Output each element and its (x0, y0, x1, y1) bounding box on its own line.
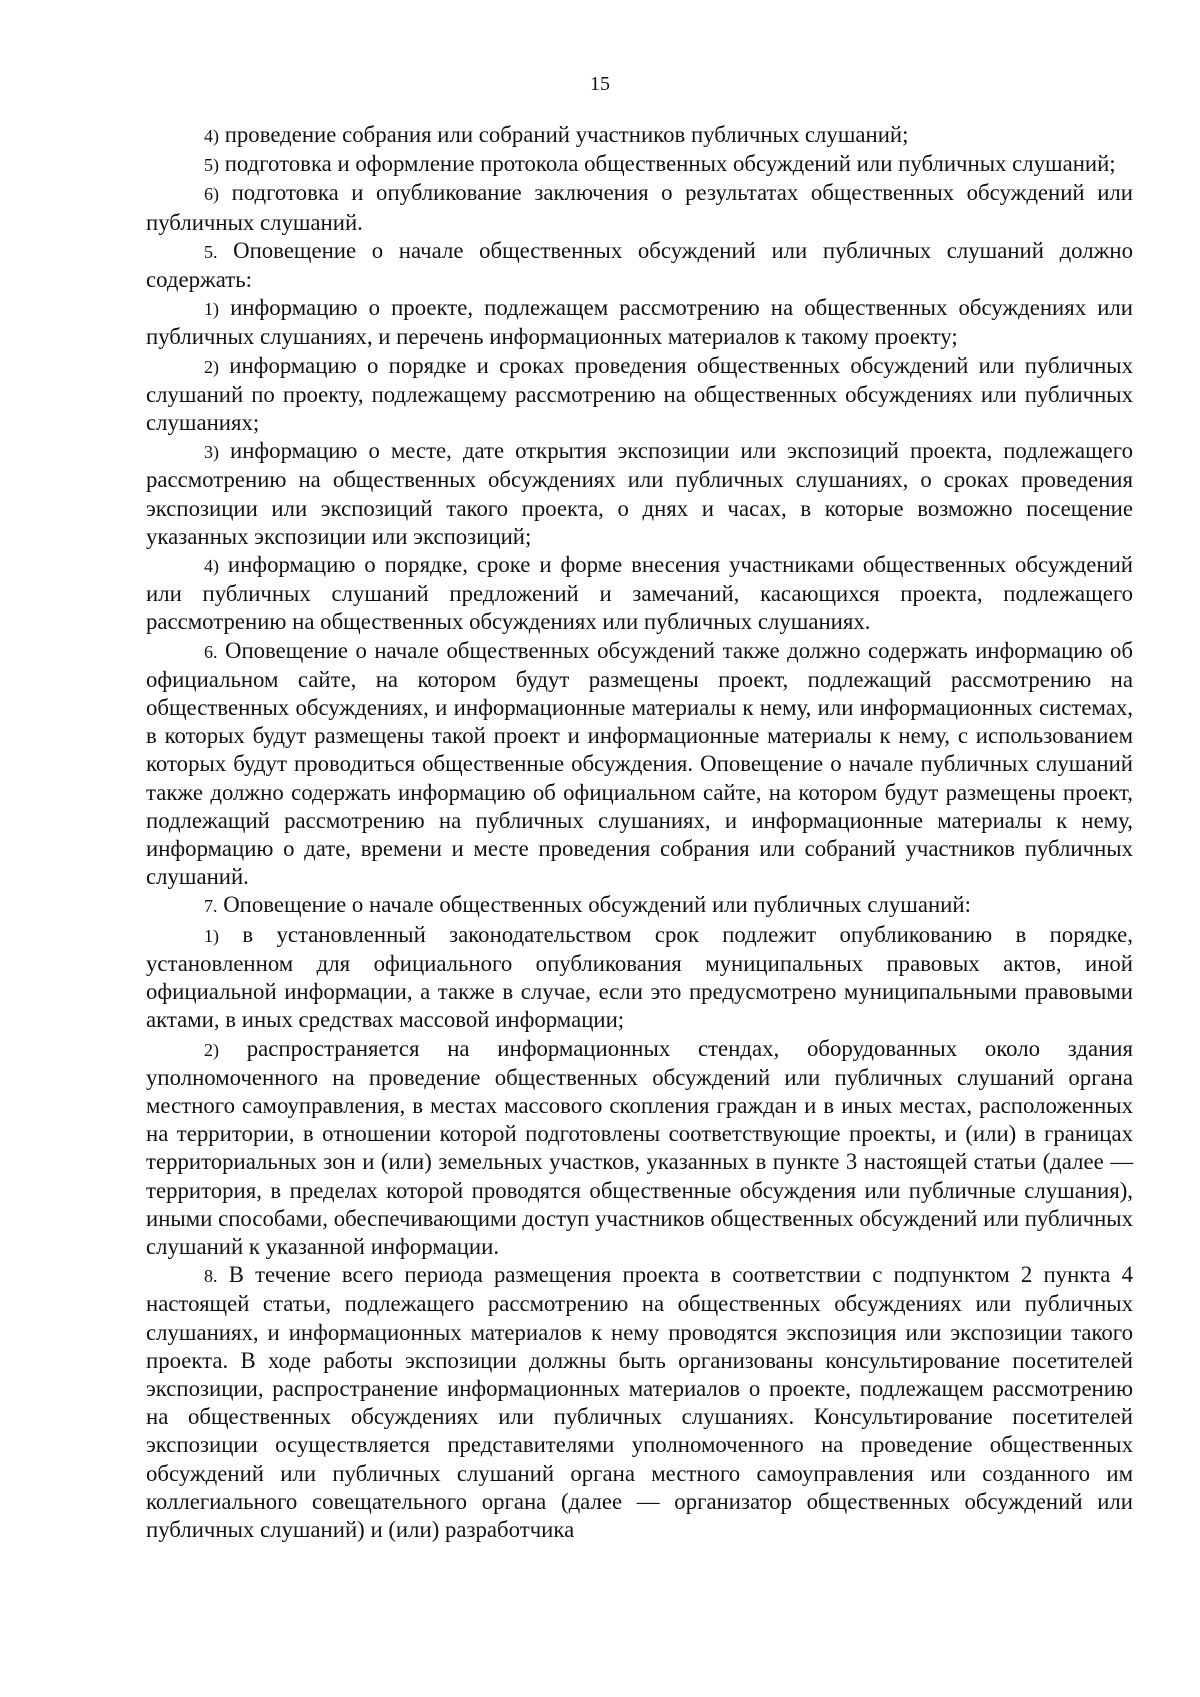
paragraph-text: подготовка и опубликование заключения о результатах общественных обсуждений или публичных слушаний. (146, 180, 1133, 235)
paragraph (146, 352, 1133, 438)
paragraph (146, 437, 1133, 551)
item-number: 5. (204, 241, 218, 262)
paragraph (146, 179, 1133, 236)
paragraph-text: распространяется на информационных стендах, оборудованных около здания уполномоченного на проведение общественных обсуждений или публичных слушаний органа местного самоуправления, в местах массового скопления граждан и в иных местах, расположенных на территории, в отношении которой подготовлены соответствующие проекты, и (или) в границах территориальных зон и (или) земельных участков, указанных в пункте 3 настоящей статьи (далее — территория, в пределах которой проводятся общественные обсуждения или публичные слушания), иными способами, обеспечивающими доступ участников общественных обсуждений или публичных слушаний к указанной информации. (146, 1035, 1133, 1259)
paragraph-text: Оповещение о начале общественных обсуждений или публичных слушаний: (217, 892, 971, 918)
paragraph-text: подготовка и оформление протокола общественных обсуждений или публичных слушаний; (219, 151, 1116, 177)
item-number: 4) (204, 556, 219, 577)
paragraph-text: В течение всего периода размещения проекта в соответствии с подпунктом 2 пункта 4 настоящей статьи, подлежащего рассмотрению на общественных обсуждениях или публичных слушаниях, и информационных материалов к нему проводятся экспозиция или экспозиции такого проекта. В ходе работы экспозиции должны быть организованы консультирование посетителей экспозиции, распространение информационных материалов о проекте, подлежащем рассмотрению на общественных обсуждениях или публичных слушаниях. Консультирование посетителей экспозиции осуществляется представителями уполномоченного на проведение общественных обсуждений или публичных слушаний органа местного самоуправления или созданного им коллегиального совещательного органа (далее — организатор общественных обсуждений или публичных слушаний) и (или) разработчика (146, 1262, 1133, 1542)
paragraph-text: Оповещение о начале общественных обсуждений или публичных слушаний должно содержать: (146, 237, 1133, 293)
paragraph-text: информацию о порядке и сроках проведения общественных обсуждений или публичных слушаний по проекту, подлежащему рассмотрению на общественных обсуждениях или публичных слушаниях; (146, 352, 1133, 436)
item-number: 6. (204, 641, 218, 662)
item-number: 3) (204, 442, 219, 463)
paragraph (146, 891, 1133, 920)
item-number: 8. (204, 1266, 218, 1287)
item-number: 2) (204, 1039, 219, 1060)
paragraph (146, 921, 1133, 1035)
page-number: 15 (590, 73, 610, 95)
paragraph (146, 150, 1133, 179)
paragraph-text: информацию о порядке, сроке и форме внесения участниками общественных обсуждений или публичных слушаний предложений и замечаний, касающихся проекта, подлежащего рассмотрению на общественных обсуждениях или публичных слушаниях. (146, 552, 1133, 635)
paragraph-text: проведение собрания или собраний участников публичных слушаний; (219, 122, 909, 147)
item-number: 2) (204, 356, 219, 377)
paragraph-text: Оповещение о начале общественных обсуждений также должно содержать информацию об официальном сайте, на котором будут размещены проект, подлежащий рассмотрению на общественных обсуждениях, и информационные материалы к нему, или информационных системах, в которых будут размещены такой проект и информационные материалы к нему, с использованием которых будут проводиться общественные обсуждения. Оповещение о начале публичных слушаний также должно содержать информацию об официальном сайте, на котором будут размещены проект, подлежащий рассмотрению на публичных слушаниях, и информационные материалы к нему, информацию о дате, времени и месте проведения собрания или собраний участников публичных слушаний. (146, 637, 1133, 890)
paragraph (146, 637, 1133, 892)
item-number: 6) (204, 184, 219, 205)
paragraph (146, 237, 1133, 294)
paragraph-text: информацию о проекте, подлежащем рассмотрению на общественных обсуждениях или публичных слушаниях, и перечень информационных материалов к такому проекту; (146, 295, 1133, 350)
paragraph-text: информацию о месте, дате открытия экспозиции или экспозиций проекта, подлежащего рассмотрению на общественных обсуждениях или публичных слушаниях, о сроках проведения экспозиции или экспозиций такого проекта, о днях и часах, в которые возможно посещение указанных экспозиции или экспозиций; (146, 438, 1133, 549)
paragraph-text: в установленный законодательством срок подлежит опубликованию в порядке, установленном для официального опубликования муниципальных правовых актов, иной официальной информации, а также в случае, если это предусмотрено муниципальными правовыми актами, в иных средствах массовой информации; (146, 921, 1133, 1033)
paragraph (146, 1261, 1133, 1544)
item-number: 4) (204, 126, 219, 146)
document-body (146, 121, 1133, 1544)
item-number: 5) (204, 155, 219, 176)
item-number: 1) (204, 925, 219, 946)
paragraph (146, 551, 1133, 637)
paragraph (146, 121, 1133, 150)
item-number: 7. (204, 896, 218, 917)
item-number: 1) (204, 299, 219, 320)
paragraph (146, 294, 1133, 351)
paragraph (146, 1035, 1133, 1262)
